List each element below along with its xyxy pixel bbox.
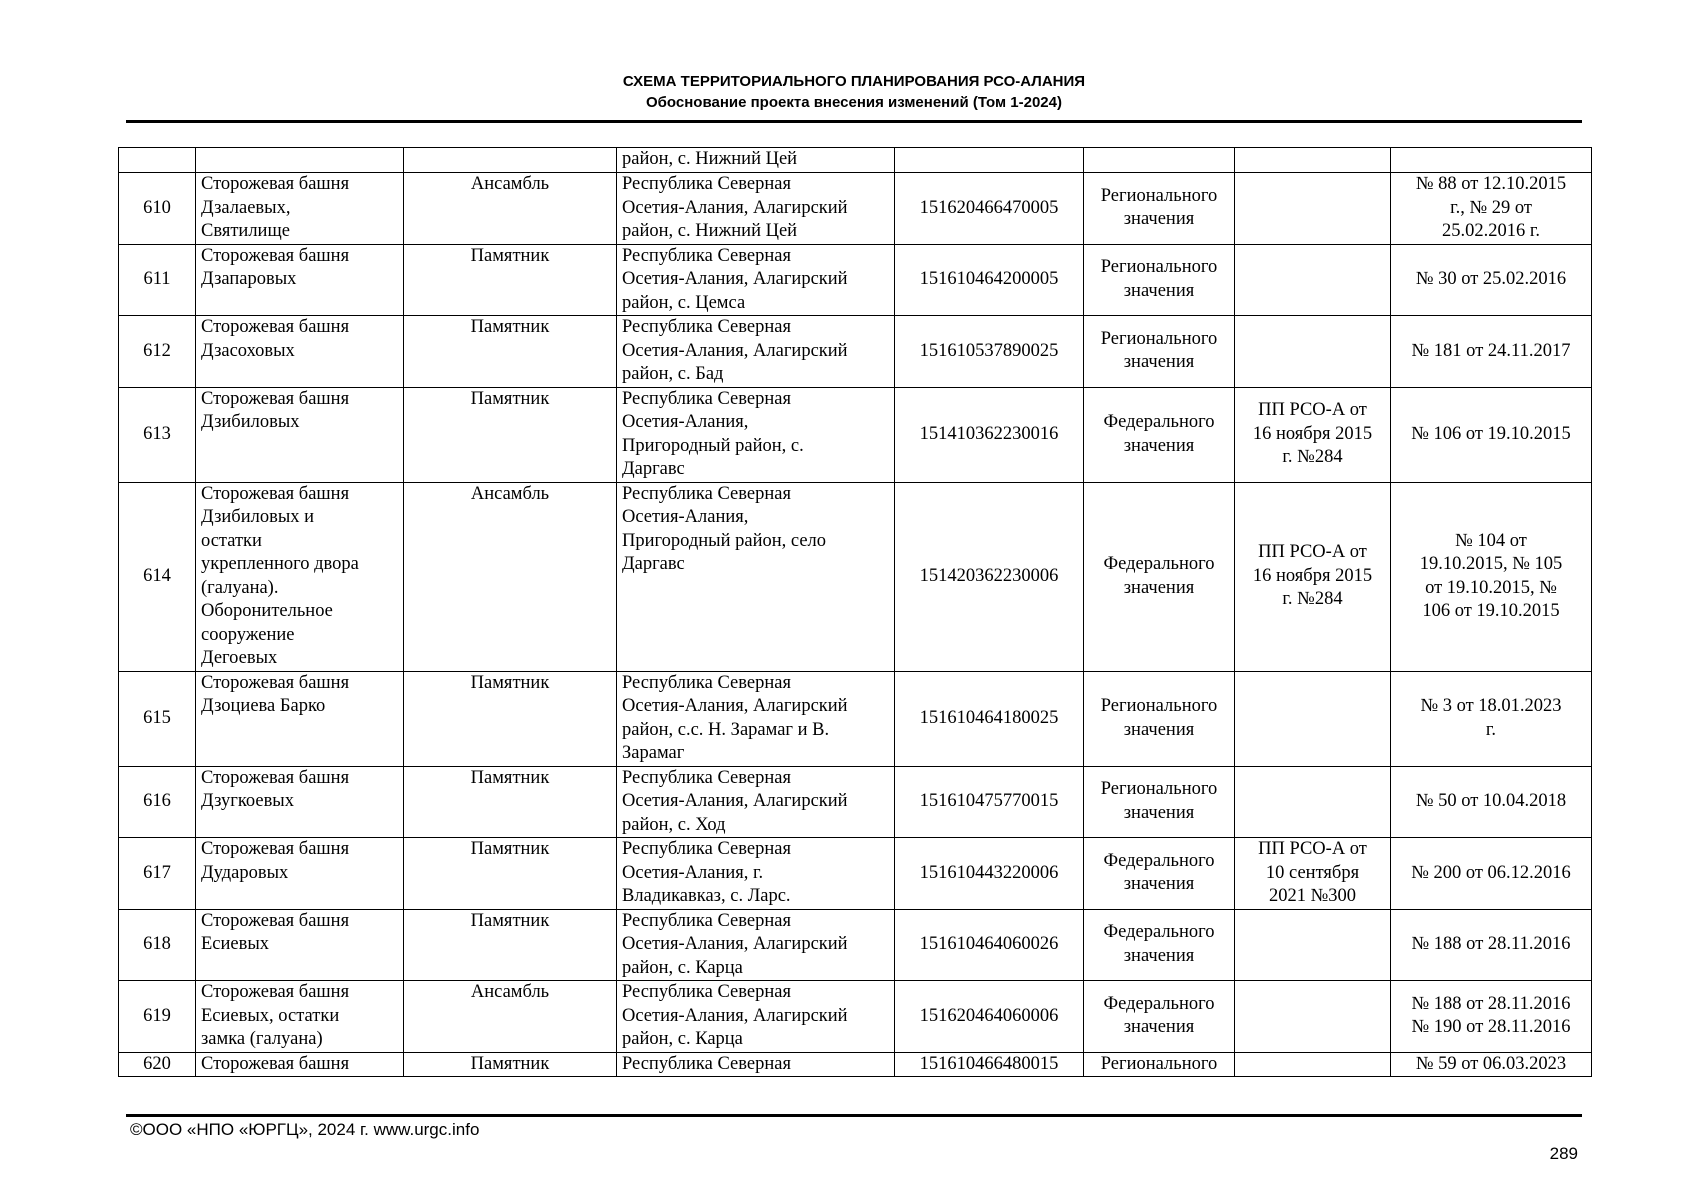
cell-code: 151420362230006 bbox=[895, 482, 1084, 671]
cell-category: Федерального значения bbox=[1084, 387, 1235, 482]
cell-category: Федерального значения bbox=[1084, 909, 1235, 981]
cell-address: Республика Северная Осетия-Алания, Алагирский район, с.с. Н. Зарамаг и В. Зарамаг bbox=[617, 671, 895, 766]
cell-name: Сторожевая башня Дзалаевых, Святилище bbox=[196, 173, 404, 245]
cell-code: 151610466480015 bbox=[895, 1052, 1084, 1077]
cell-num: 614 bbox=[119, 482, 196, 671]
cell-num: 610 bbox=[119, 173, 196, 245]
page-header bbox=[126, 71, 1582, 113]
cell-num: 619 bbox=[119, 981, 196, 1053]
cell-code: 151610475770015 bbox=[895, 766, 1084, 838]
cell-doc: № 106 от 19.10.2015 bbox=[1391, 387, 1592, 482]
cell-doc: № 188 от 28.11.2016 bbox=[1391, 909, 1592, 981]
heritage-objects-table bbox=[118, 147, 1592, 1077]
cell-type bbox=[404, 148, 617, 173]
cell-num bbox=[119, 148, 196, 173]
cell-category: Федерального значения bbox=[1084, 838, 1235, 910]
cell-category: Регионального значения bbox=[1084, 671, 1235, 766]
cell-doc: № 200 от 06.12.2016 bbox=[1391, 838, 1592, 910]
cell-doc: № 50 от 10.04.2018 bbox=[1391, 766, 1592, 838]
table-row bbox=[119, 482, 1592, 671]
table-row-carryover bbox=[119, 148, 1592, 173]
cell-type: Памятник bbox=[404, 316, 617, 388]
cell-act bbox=[1235, 1052, 1391, 1077]
cell-category: Регионального значения bbox=[1084, 316, 1235, 388]
cell-code: 151610443220006 bbox=[895, 838, 1084, 910]
cell-address: Республика Северная Осетия-Алания, Алагирский район, с. Цемса bbox=[617, 244, 895, 316]
cell-num: 611 bbox=[119, 244, 196, 316]
cell-address: Республика Северная Осетия-Алания, Алагирский район, с. Бад bbox=[617, 316, 895, 388]
cell-name bbox=[196, 148, 404, 173]
cell-act: ПП РСО-А от 16 ноября 2015 г. №284 bbox=[1235, 482, 1391, 671]
cell-name: Сторожевая башня Дзугкоевых bbox=[196, 766, 404, 838]
cell-act bbox=[1235, 981, 1391, 1053]
cell-name: Сторожевая башня Дзибиловых и остатки укрепленного двора (галуана). Оборонительное сооружение Дегоевых bbox=[196, 482, 404, 671]
cell-type: Памятник bbox=[404, 1052, 617, 1077]
cell-category: Федерального значения bbox=[1084, 482, 1235, 671]
cell-category bbox=[1084, 148, 1235, 173]
cell-act: ПП РСО-А от 16 ноября 2015 г. №284 bbox=[1235, 387, 1391, 482]
cell-name: Сторожевая башня Дзибиловых bbox=[196, 387, 404, 482]
cell-doc: № 181 от 24.11.2017 bbox=[1391, 316, 1592, 388]
cell-category: Регионального значения bbox=[1084, 766, 1235, 838]
cell-name: Сторожевая башня Есиевых, остатки замка (галуана) bbox=[196, 981, 404, 1053]
cell-address: район, с. Нижний Цей bbox=[617, 148, 895, 173]
cell-num: 617 bbox=[119, 838, 196, 910]
cell-type: Памятник bbox=[404, 387, 617, 482]
cell-category: Регионального bbox=[1084, 1052, 1235, 1077]
cell-code: 151620464060006 bbox=[895, 981, 1084, 1053]
table-row bbox=[119, 981, 1592, 1053]
cell-category: Регионального значения bbox=[1084, 244, 1235, 316]
cell-name: Сторожевая башня bbox=[196, 1052, 404, 1077]
cell-address: Республика Северная Осетия-Алания, Алагирский район, с. Нижний Цей bbox=[617, 173, 895, 245]
cell-address: Республика Северная Осетия-Алания, Алагирский район, с. Ход bbox=[617, 766, 895, 838]
cell-doc: № 104 от 19.10.2015, № 105 от 19.10.2015, № 106 от 19.10.2015 bbox=[1391, 482, 1592, 671]
cell-num: 613 bbox=[119, 387, 196, 482]
cell-address: Республика Северная Осетия-Алания, г. Владикавказ, с. Ларс. bbox=[617, 838, 895, 910]
cell-type: Памятник bbox=[404, 838, 617, 910]
cell-type: Памятник bbox=[404, 909, 617, 981]
cell-num: 616 bbox=[119, 766, 196, 838]
page-number: 289 bbox=[1549, 1144, 1578, 1163]
cell-type: Ансамбль bbox=[404, 981, 617, 1053]
cell-type: Памятник bbox=[404, 766, 617, 838]
cell-category: Федерального значения bbox=[1084, 981, 1235, 1053]
document-title: СХЕМА ТЕРРИТОРИАЛЬНОГО ПЛАНИРОВАНИЯ РСО-АЛАНИЯ bbox=[622, 73, 1086, 90]
cell-doc: № 3 от 18.01.2023 г. bbox=[1391, 671, 1592, 766]
cell-doc: № 59 от 06.03.2023 bbox=[1391, 1052, 1592, 1077]
cell-name: Сторожевая башня Дзоциева Барко bbox=[196, 671, 404, 766]
cell-act: ПП РСО-А от 10 сентября 2021 №300 bbox=[1235, 838, 1391, 910]
footer-copyright: ©ООО «НПО «ЮРГЦ», 2024 г. www.urgc.info bbox=[130, 1120, 480, 1139]
footer-divider bbox=[126, 1114, 1582, 1117]
cell-code: 151610464180025 bbox=[895, 671, 1084, 766]
cell-num: 612 bbox=[119, 316, 196, 388]
header-divider bbox=[126, 120, 1582, 123]
cell-category: Регионального значения bbox=[1084, 173, 1235, 245]
cell-name: Сторожевая башня Есиевых bbox=[196, 909, 404, 981]
cell-act bbox=[1235, 173, 1391, 245]
cell-address: Республика Северная Осетия-Алания, Алагирский район, с. Карца bbox=[617, 909, 895, 981]
cell-name: Сторожевая башня Дзасоховых bbox=[196, 316, 404, 388]
cell-type: Памятник bbox=[404, 244, 617, 316]
cell-code bbox=[895, 148, 1084, 173]
cell-act bbox=[1235, 316, 1391, 388]
cell-act bbox=[1235, 148, 1391, 173]
cell-doc: № 88 от 12.10.2015 г., № 29 от 25.02.2016 г. bbox=[1391, 173, 1592, 245]
cell-code: 151610464200005 bbox=[895, 244, 1084, 316]
table-row bbox=[119, 173, 1592, 245]
document-subtitle: Обоснование проекта внесения изменений (Том 1-2024) bbox=[646, 94, 1062, 111]
table-row bbox=[119, 766, 1592, 838]
cell-address: Республика Северная bbox=[617, 1052, 895, 1077]
table-row bbox=[119, 244, 1592, 316]
cell-num: 620 bbox=[119, 1052, 196, 1077]
table-row bbox=[119, 671, 1592, 766]
cell-act bbox=[1235, 766, 1391, 838]
cell-num: 618 bbox=[119, 909, 196, 981]
cell-name: Сторожевая башня Дударовых bbox=[196, 838, 404, 910]
cell-act bbox=[1235, 244, 1391, 316]
cell-doc: № 30 от 25.02.2016 bbox=[1391, 244, 1592, 316]
table-row bbox=[119, 838, 1592, 910]
cell-address: Республика Северная Осетия-Алания, Алагирский район, с. Карца bbox=[617, 981, 895, 1053]
cell-type: Ансамбль bbox=[404, 173, 617, 245]
cell-code: 151610464060026 bbox=[895, 909, 1084, 981]
cell-type: Памятник bbox=[404, 671, 617, 766]
table-row bbox=[119, 387, 1592, 482]
cell-type: Ансамбль bbox=[404, 482, 617, 671]
cell-doc: № 188 от 28.11.2016 № 190 от 28.11.2016 bbox=[1391, 981, 1592, 1053]
cell-doc bbox=[1391, 148, 1592, 173]
table-row bbox=[119, 316, 1592, 388]
cell-code: 151410362230016 bbox=[895, 387, 1084, 482]
cell-address: Республика Северная Осетия-Алания, Пригородный район, село Даргавс bbox=[617, 482, 895, 671]
table-row bbox=[119, 909, 1592, 981]
cell-name: Сторожевая башня Дзапаровых bbox=[196, 244, 404, 316]
table-row bbox=[119, 1052, 1592, 1077]
cell-address: Республика Северная Осетия-Алания, Пригородный район, с. Даргавс bbox=[617, 387, 895, 482]
cell-num: 615 bbox=[119, 671, 196, 766]
cell-code: 151610537890025 bbox=[895, 316, 1084, 388]
cell-act bbox=[1235, 909, 1391, 981]
cell-code: 151620466470005 bbox=[895, 173, 1084, 245]
cell-act bbox=[1235, 671, 1391, 766]
